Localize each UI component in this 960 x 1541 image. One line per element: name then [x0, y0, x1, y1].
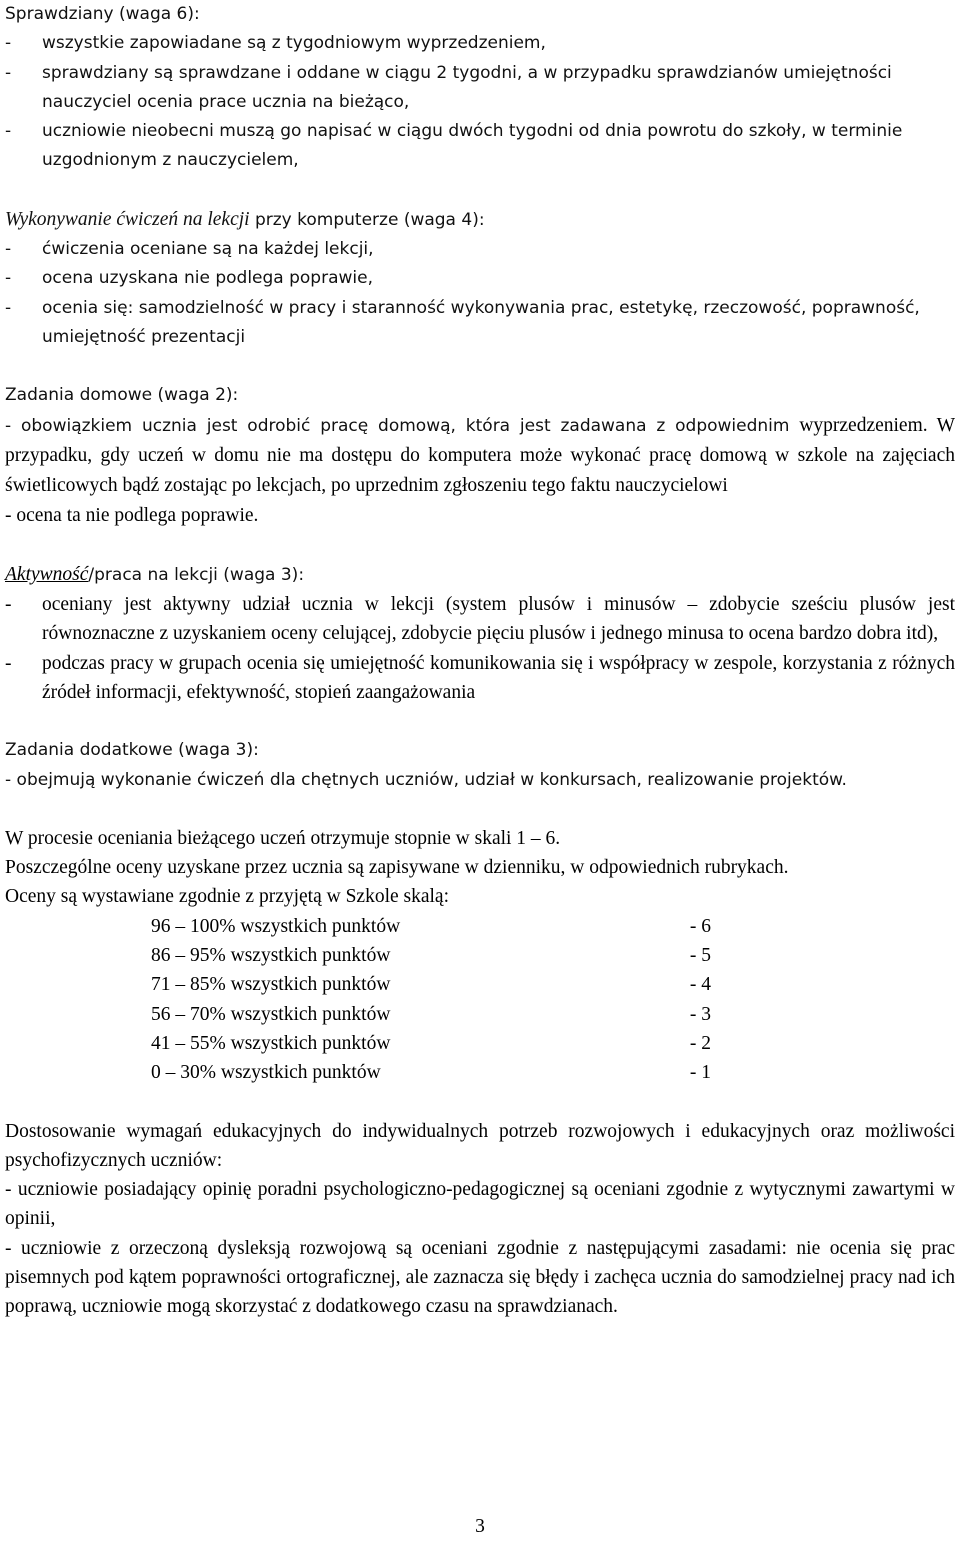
paragraph-dodatkowe: - obejmują wykonanie ćwiczeń dla chętnych uczniów, udział w konkursach, realizowanie projektów. — [5, 769, 847, 790]
grading-scale-row: 0 – 30% wszystkich punktów - 1 — [151, 1062, 711, 1084]
section-heading-cwiczenia: Wykonywanie ćwiczeń na lekcji przy komputerze (waga 4): — [5, 208, 485, 230]
section-heading-sprawdziany: Sprawdziany (waga 6): — [5, 4, 200, 24]
grading-scale-row: 56 – 70% wszystkich punktów - 3 — [151, 1003, 711, 1025]
paragraph-dysleksja: - uczniowie z orzeczoną dysleksją rozwojową są oceniani zgodnie z następującymi zasadami: nie ocenia się prac pisemnych pod kątem poprawności ortograficznej, ale zaznacza się błędy i zachęca ucznia do samodzielnej pracy nad ich poprawą, uczniowie mogą skorzystać z dodatkowego czasu na sprawdzianach. — [5, 1237, 955, 1318]
list-item: - oceniany jest aktywny udział ucznia w lekcji (system plusów i minusów – zdobycie sześciu plusów jest równoznaczne z uzyskaniem oceny celującej, zdobycie pięciu plusów i jednego minusa to ocena bardzo dobra itd), — [5, 594, 955, 645]
paragraph-domowe: - obowiązkiem ucznia jest odrobić pracę domową, która jest zadawana z odpowiednim wyprzedzeniem. W przypadku, gdy uczeń w domu nie ma dostępu do komputera może wykonać pracę domową w szkole na zajęciach świetlicowych bądź zostając po lekcjach, po uprzednim zgłoszeniu tego faktu nauczycielowi — [5, 414, 955, 497]
grading-scale-table — [151, 912, 711, 1088]
grading-scale-row: 41 – 55% wszystkich punktów - 2 — [151, 1032, 711, 1054]
page-number: 3 — [475, 1516, 485, 1537]
list-item: - ocena uzyskana nie podlega poprawie, — [5, 268, 373, 289]
grading-scale-row: 71 – 85% wszystkich punktów - 4 — [151, 974, 711, 996]
list-item: - wszystkie zapowiadane są z tygodniowym wyprzedzeniem, — [5, 33, 546, 54]
list-item: - sprawdziany są sprawdzane i oddane w ciągu 2 tygodni, a w przypadku sprawdzianów umiejętności nauczyciel ocenia prace ucznia na bieżąco, — [5, 62, 892, 112]
paragraph-opinia: - uczniowie posiadający opinię poradni psychologiczno-pedagogicznej są oceniani zgodnie z wytycznymi zawartymi w opinii, — [5, 1179, 955, 1230]
list-item: - uczniowie nieobecni muszą go napisać w ciągu dwóch tygodni od dnia powrotu do szkoły, w terminie uzgodnionym z nauczycielem, — [5, 121, 903, 171]
paragraph-skala-intro: W procesie oceniania bieżącego uczeń otrzymuje stopnie w skali 1 – 6. — [5, 827, 561, 849]
section-heading-dostosowanie: Dostosowanie wymagań edukacyjnych do indywidualnych potrzeb rozwojowych i edukacyjnych oraz możliwości psychofizycznych uczniów: — [5, 1120, 955, 1171]
paragraph-dziennik: Poszczególne oceny uzyskane przez ucznia są zapisywane w dzienniku, w odpowiednich rubrykach. — [5, 857, 789, 879]
page-content — [5, 0, 955, 1322]
list-item: - podczas pracy w grupach ocenia się umiejętność komunikowania się i współpracy w zespole, korzystania z różnych źródeł informacji, efektywność, stopień zaangażowania — [5, 652, 955, 703]
grading-scale-row: 86 – 95% wszystkich punktów - 5 — [151, 945, 711, 967]
paragraph-domowe-ocena: - ocena ta nie podlega poprawie. — [5, 505, 259, 527]
section-heading-aktywnosc: Aktywność/praca na lekcji (waga 3): — [5, 563, 305, 585]
section-heading-dodatkowe: Zadania dodatkowe (waga 3): — [5, 740, 259, 761]
list-item: - ćwiczenia oceniane są na każdej lekcji, — [5, 239, 374, 260]
paragraph-skala-heading: Oceny są wystawiane zgodnie z przyjętą w Szkole skalą: — [5, 886, 450, 908]
grading-scale-row: 96 – 100% wszystkich punktów - 6 — [151, 915, 711, 937]
section-heading-domowe: Zadania domowe (waga 2): — [5, 385, 239, 406]
list-item: - ocenia się: samodzielność w pracy i staranność wykonywania prac, estetykę, rzeczowość, poprawność, umiejętność prezentacji — [5, 297, 920, 347]
